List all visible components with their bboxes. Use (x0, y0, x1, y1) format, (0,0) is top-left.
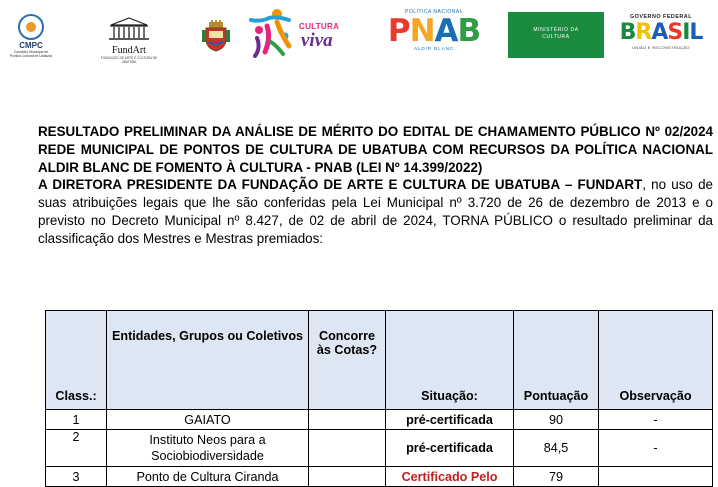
cmpc-logo-name: CMPC (19, 41, 43, 50)
table-header-row (46, 311, 713, 410)
table-row (46, 410, 713, 430)
header-note: Observação (599, 311, 713, 410)
document-paragraph (38, 176, 713, 247)
dancer-figures-icon (247, 8, 297, 58)
cell-note: - (599, 430, 713, 467)
cell-status: pré-certificada (386, 430, 514, 467)
cmpc-logo (8, 14, 54, 64)
fundart-logo (100, 17, 158, 64)
document-heading: RESULTADO PRELIMINAR DA ANÁLISE DE MÉRITO DO EDITAL DE CHAMAMENTO PÚBLICO Nº 02/2024 REDE MUNICIPAL DE PONTOS DE CULTURA DE UBATUBA COM RECURSOS DA POLÍTICA NACIONAL ALDIR BLANC DE FOMENTO À CULTURA - PNAB (LEI Nº 14.399/2022) (38, 124, 713, 175)
cell-score: 90 (514, 410, 599, 430)
ministerio-cultura-logo (508, 12, 604, 58)
cell-score: 79 (514, 467, 599, 487)
building-icon (107, 17, 151, 41)
ministerio-line2: CULTURA (542, 34, 570, 40)
governo-logo-top: GOVERNO FEDERAL (629, 14, 692, 20)
header-class: Class.: (46, 311, 107, 410)
cultura-viva-line1: CULTURA (299, 22, 340, 31)
pnab-logo-word: PNAB (387, 13, 481, 49)
cell-note (599, 467, 713, 487)
table-row (46, 467, 713, 487)
cell-status: pré-certificada (386, 410, 514, 430)
pnab-logo-bottom: ALDIR BLANC (413, 47, 455, 52)
cell-status: Certificado Pelo (386, 467, 514, 487)
ubatuba-crest-icon (200, 20, 232, 52)
cultura-viva-logo (247, 8, 347, 58)
cell-quota (309, 410, 386, 430)
header-entity: Entidades, Grupos ou Coletivos (107, 311, 309, 410)
pnab-logo (386, 9, 482, 61)
cell-entity: Ponto de Cultura Ciranda (107, 467, 309, 487)
governo-federal-logo (612, 14, 710, 60)
document-body (38, 123, 713, 248)
governo-logo-bottom: UNIÃO E RECONSTRUÇÃO (632, 45, 690, 50)
cell-entity: Instituto Neos para a Sociobiodiversidade (107, 430, 309, 467)
results-table (45, 310, 713, 487)
paragraph-text: , no uso de suas atribuições legais que lhe são conferidas pela Lei Municipal nº 3.720 de 26 de dezembro de 2013 e o previsto no Decreto Municipal nº 8.427, de 02 de abril de 2024, TORNA PÚBLICO o resultado preliminar da classificação dos Mestres e Mestras premiados: (38, 177, 713, 246)
header-quota: Concorre às Cotas? (309, 311, 386, 410)
cultura-viva-line2: viva (301, 30, 333, 51)
header-status: Situação: (386, 311, 514, 410)
cell-note: - (599, 410, 713, 430)
ministerio-line1: MINISTÉRIO DA (533, 27, 579, 33)
director-statement: A DIRETORA PRESIDENTE DA FUNDAÇÃO DE ARTE E CULTURA DE UBATUBA – FUNDART (38, 177, 643, 193)
fundart-logo-subtitle: FUNDAÇÃO DE ARTE E CULTURA DE UBATUBA (100, 56, 158, 64)
pnab-logo-top: POLÍTICA NACIONAL (405, 9, 463, 15)
cell-entity: GAIATO (107, 410, 309, 430)
cell-score: 84,5 (514, 430, 599, 467)
fundart-logo-name: FundArt (112, 45, 146, 56)
cell-class: 1 (46, 410, 107, 430)
cmpc-logo-subtitle: Conselho Municipal de Política Cultural de Ubatuba (9, 50, 53, 58)
cell-quota (309, 467, 386, 487)
header-score: Pontuação (514, 311, 599, 410)
brasil-logo-word: BRASIL (619, 20, 703, 45)
cell-class: 2 (46, 430, 107, 467)
table-row (46, 430, 713, 467)
cell-class: 3 (46, 467, 107, 487)
cell-quota (309, 430, 386, 467)
cmpc-seal-icon (18, 14, 44, 40)
